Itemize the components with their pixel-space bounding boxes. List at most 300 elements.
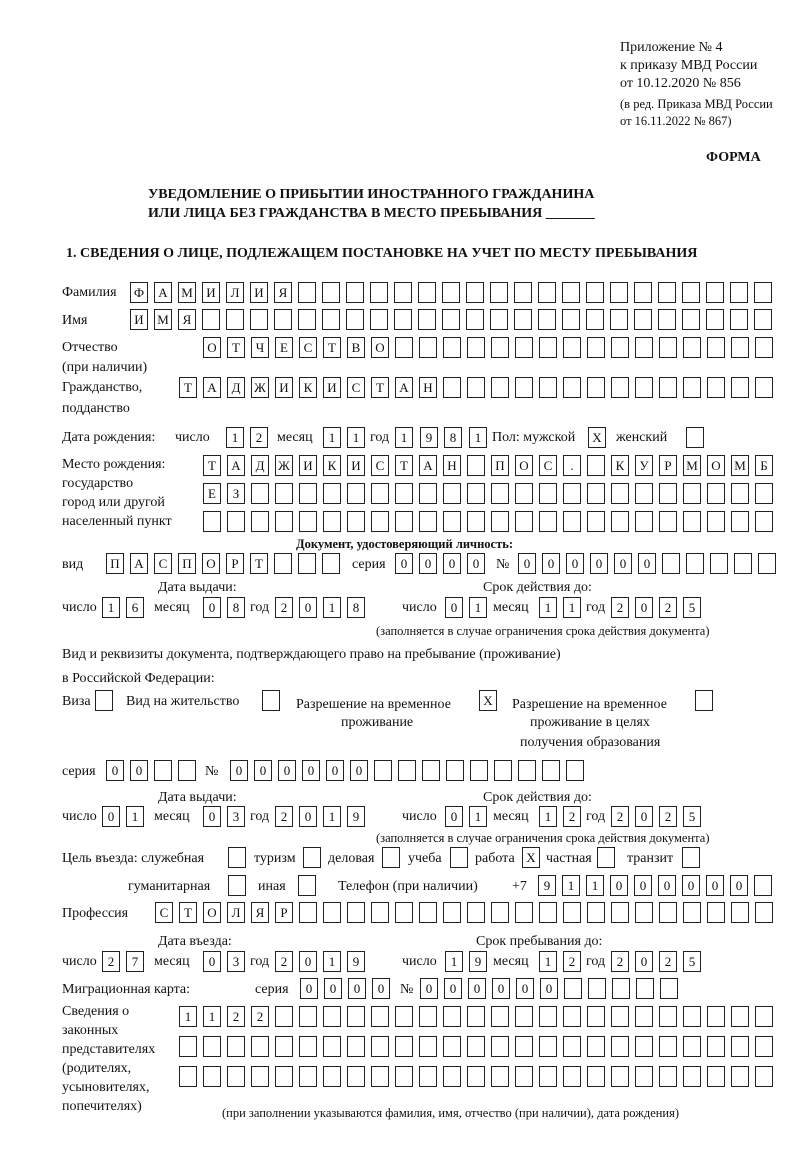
reps-line1-cell[interactable]: [611, 1006, 629, 1027]
patronymic-field-cell[interactable]: Т: [323, 337, 341, 358]
reps-line2-cell[interactable]: [179, 1036, 197, 1057]
citizenship-field-cell[interactable]: [659, 377, 677, 398]
doc-series-field-cell[interactable]: 0: [395, 553, 413, 574]
patronymic-field-cell[interactable]: [539, 337, 557, 358]
name-field-cell[interactable]: [730, 309, 748, 330]
profession-field-cell[interactable]: [539, 902, 557, 923]
purpose-business-checkbox-cell[interactable]: [382, 847, 400, 868]
birthplace-line3-cell[interactable]: [731, 511, 749, 532]
doc-issue-year-cell[interactable]: 0: [299, 597, 317, 618]
reps-line2-cell[interactable]: [587, 1036, 605, 1057]
stay-day-cell[interactable]: 1: [445, 951, 463, 972]
phone-field-cell[interactable]: 0: [682, 875, 700, 896]
doc-number-field-cell[interactable]: 0: [638, 553, 656, 574]
right-number-field-cell[interactable]: [374, 760, 392, 781]
phone-field-cell[interactable]: 0: [610, 875, 628, 896]
birthplace-line3-cell[interactable]: [755, 511, 773, 532]
migration-number-field-cell[interactable]: 0: [516, 978, 534, 999]
right-number-field-cell[interactable]: [470, 760, 488, 781]
right-issue-day-cell[interactable]: 1: [126, 806, 144, 827]
reps-line1-cell[interactable]: [347, 1006, 365, 1027]
surname-field-cell[interactable]: М: [178, 282, 196, 303]
reps-line3-cell[interactable]: [539, 1066, 557, 1087]
name-field-cell[interactable]: [658, 309, 676, 330]
reps-line1-cell[interactable]: [539, 1006, 557, 1027]
doc-kind-field-cell[interactable]: П: [106, 553, 124, 574]
patronymic-field-cell[interactable]: О: [371, 337, 389, 358]
reps-line3-cell[interactable]: [731, 1066, 749, 1087]
reps-line2-cell[interactable]: [515, 1036, 533, 1057]
birthplace-line1-cell[interactable]: Т: [395, 455, 413, 476]
name-field-cell[interactable]: [202, 309, 220, 330]
name-field-cell[interactable]: [226, 309, 244, 330]
entry-year-cell[interactable]: 0: [299, 951, 317, 972]
birthplace-line2-cell[interactable]: [587, 483, 605, 504]
right-number-field-cell[interactable]: 0: [302, 760, 320, 781]
profession-field-cell[interactable]: С: [155, 902, 173, 923]
right-issue-month-cell[interactable]: 3: [227, 806, 245, 827]
birthplace-line1-cell[interactable]: И: [347, 455, 365, 476]
stay-year-cell[interactable]: 2: [611, 951, 629, 972]
citizenship-field-cell[interactable]: Ж: [251, 377, 269, 398]
right-valid-month-cell[interactable]: 2: [563, 806, 581, 827]
migration-number-field-cell[interactable]: 0: [444, 978, 462, 999]
stay-month-cell[interactable]: 1: [539, 951, 557, 972]
right-number-field-cell[interactable]: 0: [350, 760, 368, 781]
phone-field-cell[interactable]: 0: [634, 875, 652, 896]
citizenship-field-cell[interactable]: [467, 377, 485, 398]
profession-field-cell[interactable]: [347, 902, 365, 923]
name-field-cell[interactable]: [466, 309, 484, 330]
phone-field-cell[interactable]: 0: [658, 875, 676, 896]
reps-line2-cell[interactable]: [755, 1036, 773, 1057]
birthplace-line3-cell[interactable]: [371, 511, 389, 532]
profession-field-cell[interactable]: [659, 902, 677, 923]
doc-issue-year-cell[interactable]: 8: [347, 597, 365, 618]
patronymic-field-cell[interactable]: [467, 337, 485, 358]
reps-line2-cell[interactable]: [563, 1036, 581, 1057]
right-issue-month-cell[interactable]: 0: [203, 806, 221, 827]
profession-field-cell[interactable]: [299, 902, 317, 923]
name-field-cell[interactable]: [562, 309, 580, 330]
surname-field-cell[interactable]: А: [154, 282, 172, 303]
doc-kind-field-cell[interactable]: О: [202, 553, 220, 574]
profession-field-cell[interactable]: Т: [179, 902, 197, 923]
migration-number-field-cell[interactable]: [564, 978, 582, 999]
reps-line2-cell[interactable]: [659, 1036, 677, 1057]
surname-field-cell[interactable]: [634, 282, 652, 303]
patronymic-field-cell[interactable]: [587, 337, 605, 358]
reps-line1-cell[interactable]: [515, 1006, 533, 1027]
reps-line1-cell[interactable]: [587, 1006, 605, 1027]
birthplace-line1-cell[interactable]: М: [683, 455, 701, 476]
citizenship-field-cell[interactable]: [707, 377, 725, 398]
birthplace-line3-cell[interactable]: [683, 511, 701, 532]
patronymic-field-cell[interactable]: [563, 337, 581, 358]
reps-line1-cell[interactable]: 2: [251, 1006, 269, 1027]
profession-field-cell[interactable]: [515, 902, 533, 923]
birthplace-line2-cell[interactable]: [659, 483, 677, 504]
birthplace-line2-cell[interactable]: Е: [203, 483, 221, 504]
citizenship-field-cell[interactable]: С: [347, 377, 365, 398]
right-valid-year-cell[interactable]: 2: [659, 806, 677, 827]
citizenship-field-cell[interactable]: [755, 377, 773, 398]
birthplace-line3-cell[interactable]: [563, 511, 581, 532]
name-field-cell[interactable]: [322, 309, 340, 330]
doc-number-field-cell[interactable]: 0: [518, 553, 536, 574]
patronymic-field-cell[interactable]: [611, 337, 629, 358]
birthplace-line2-cell[interactable]: [563, 483, 581, 504]
purpose-transit-checkbox-cell[interactable]: [682, 847, 700, 868]
birth-month-field-cell[interactable]: 1: [323, 427, 341, 448]
surname-field-cell[interactable]: [466, 282, 484, 303]
migration-number-field-cell[interactable]: [660, 978, 678, 999]
phone-field-cell[interactable]: 1: [586, 875, 604, 896]
sex-female-checkbox-cell[interactable]: [686, 427, 704, 448]
birthplace-line1-cell[interactable]: П: [491, 455, 509, 476]
surname-field-cell[interactable]: [370, 282, 388, 303]
birthplace-line3-cell[interactable]: [539, 511, 557, 532]
reps-line2-cell[interactable]: [707, 1036, 725, 1057]
birthplace-line2-cell[interactable]: [323, 483, 341, 504]
right-number-field-cell[interactable]: [542, 760, 560, 781]
birthplace-line3-cell[interactable]: [659, 511, 677, 532]
birthplace-line3-cell[interactable]: [635, 511, 653, 532]
doc-number-field-cell[interactable]: [734, 553, 752, 574]
patronymic-field-cell[interactable]: [683, 337, 701, 358]
name-field-cell[interactable]: [274, 309, 292, 330]
migration-number-field-cell[interactable]: [636, 978, 654, 999]
reps-line2-cell[interactable]: [251, 1036, 269, 1057]
purpose-service-checkbox-cell[interactable]: [228, 847, 246, 868]
birthplace-line3-cell[interactable]: [587, 511, 605, 532]
citizenship-field-cell[interactable]: Д: [227, 377, 245, 398]
birthplace-line3-cell[interactable]: [323, 511, 341, 532]
birthplace-line2-cell[interactable]: [443, 483, 461, 504]
birth-year-field-cell[interactable]: 1: [469, 427, 487, 448]
right-issue-year-cell[interactable]: 2: [275, 806, 293, 827]
surname-field-cell[interactable]: Я: [274, 282, 292, 303]
reps-line1-cell[interactable]: [323, 1006, 341, 1027]
reps-line3-cell[interactable]: [515, 1066, 533, 1087]
profession-field-cell[interactable]: [419, 902, 437, 923]
birthplace-line2-cell[interactable]: [395, 483, 413, 504]
birthplace-line1-cell[interactable]: К: [611, 455, 629, 476]
phone-field-cell[interactable]: 1: [562, 875, 580, 896]
doc-kind-field-cell[interactable]: [322, 553, 340, 574]
phone-field-cell[interactable]: [754, 875, 772, 896]
patronymic-field-cell[interactable]: [659, 337, 677, 358]
profession-field-cell[interactable]: Л: [227, 902, 245, 923]
right-issue-year-cell[interactable]: 1: [323, 806, 341, 827]
doc-number-field-cell[interactable]: [686, 553, 704, 574]
reps-line2-cell[interactable]: [371, 1036, 389, 1057]
name-field-cell[interactable]: [634, 309, 652, 330]
migration-series-field-cell[interactable]: 0: [300, 978, 318, 999]
name-field-cell[interactable]: [394, 309, 412, 330]
patronymic-field-cell[interactable]: [515, 337, 533, 358]
visa-checkbox-cell[interactable]: [95, 690, 113, 711]
reps-line1-cell[interactable]: [563, 1006, 581, 1027]
doc-kind-field-cell[interactable]: Т: [250, 553, 268, 574]
reps-line2-cell[interactable]: [395, 1036, 413, 1057]
citizenship-field-cell[interactable]: Н: [419, 377, 437, 398]
citizenship-field-cell[interactable]: [563, 377, 581, 398]
name-field-cell[interactable]: [250, 309, 268, 330]
doc-valid-month-cell[interactable]: 1: [539, 597, 557, 618]
birth-year-field-cell[interactable]: 9: [420, 427, 438, 448]
profession-field-cell[interactable]: [755, 902, 773, 923]
citizenship-field-cell[interactable]: [587, 377, 605, 398]
birthplace-line2-cell[interactable]: [539, 483, 557, 504]
right-number-field-cell[interactable]: 0: [254, 760, 272, 781]
birthplace-line3-cell[interactable]: [707, 511, 725, 532]
right-valid-year-cell[interactable]: 5: [683, 806, 701, 827]
doc-issue-month-cell[interactable]: 0: [203, 597, 221, 618]
name-field-cell[interactable]: [586, 309, 604, 330]
reps-line1-cell[interactable]: [659, 1006, 677, 1027]
surname-field-cell[interactable]: [610, 282, 628, 303]
name-field-cell[interactable]: [490, 309, 508, 330]
reps-line1-cell[interactable]: 1: [203, 1006, 221, 1027]
name-field-cell[interactable]: [538, 309, 556, 330]
reps-line2-cell[interactable]: [731, 1036, 749, 1057]
purpose-tourism-checkbox-cell[interactable]: [303, 847, 321, 868]
patronymic-field-cell[interactable]: [731, 337, 749, 358]
reps-line2-cell[interactable]: [347, 1036, 365, 1057]
reps-line1-cell[interactable]: [419, 1006, 437, 1027]
birthplace-line3-cell[interactable]: [395, 511, 413, 532]
patronymic-field-cell[interactable]: [419, 337, 437, 358]
doc-number-field-cell[interactable]: [710, 553, 728, 574]
doc-number-field-cell[interactable]: 0: [566, 553, 584, 574]
profession-field-cell[interactable]: [323, 902, 341, 923]
reps-line1-cell[interactable]: [755, 1006, 773, 1027]
reps-line1-cell[interactable]: [467, 1006, 485, 1027]
right-issue-day-cell[interactable]: 0: [102, 806, 120, 827]
reps-line1-cell[interactable]: [371, 1006, 389, 1027]
birthplace-line3-cell[interactable]: [251, 511, 269, 532]
doc-kind-field-cell[interactable]: А: [130, 553, 148, 574]
name-field-cell[interactable]: [298, 309, 316, 330]
stay-month-cell[interactable]: 2: [563, 951, 581, 972]
name-field-cell[interactable]: [754, 309, 772, 330]
surname-field-cell[interactable]: [586, 282, 604, 303]
doc-issue-day-cell[interactable]: 1: [102, 597, 120, 618]
reps-line3-cell[interactable]: [707, 1066, 725, 1087]
profession-field-cell[interactable]: [731, 902, 749, 923]
reps-line1-cell[interactable]: [395, 1006, 413, 1027]
reps-line3-cell[interactable]: [179, 1066, 197, 1087]
surname-field-cell[interactable]: [706, 282, 724, 303]
reps-line3-cell[interactable]: [323, 1066, 341, 1087]
birthplace-line1-cell[interactable]: К: [323, 455, 341, 476]
surname-field-cell[interactable]: И: [202, 282, 220, 303]
birthplace-line1-cell[interactable]: Д: [251, 455, 269, 476]
profession-field-cell[interactable]: [683, 902, 701, 923]
reps-line2-cell[interactable]: [443, 1036, 461, 1057]
reps-line3-cell[interactable]: [275, 1066, 293, 1087]
birthplace-line2-cell[interactable]: [347, 483, 365, 504]
migration-number-field-cell[interactable]: 0: [468, 978, 486, 999]
doc-valid-year-cell[interactable]: 2: [611, 597, 629, 618]
birthplace-line2-cell[interactable]: [611, 483, 629, 504]
reps-line1-cell[interactable]: [683, 1006, 701, 1027]
reps-line1-cell[interactable]: [275, 1006, 293, 1027]
reps-line2-cell[interactable]: [227, 1036, 245, 1057]
reps-line3-cell[interactable]: [443, 1066, 461, 1087]
reps-line2-cell[interactable]: [539, 1036, 557, 1057]
birthplace-line1-cell[interactable]: .: [563, 455, 581, 476]
birthplace-line3-cell[interactable]: [611, 511, 629, 532]
profession-field-cell[interactable]: Р: [275, 902, 293, 923]
birth-day-field-cell[interactable]: 2: [250, 427, 268, 448]
birthplace-line1-cell[interactable]: Б: [755, 455, 773, 476]
doc-number-field-cell[interactable]: 0: [614, 553, 632, 574]
reps-line2-cell[interactable]: [203, 1036, 221, 1057]
doc-issue-day-cell[interactable]: 6: [126, 597, 144, 618]
entry-year-cell[interactable]: 2: [275, 951, 293, 972]
doc-valid-day-cell[interactable]: 0: [445, 597, 463, 618]
phone-field-cell[interactable]: 0: [730, 875, 748, 896]
reps-line1-cell[interactable]: [299, 1006, 317, 1027]
surname-field-cell[interactable]: [298, 282, 316, 303]
birthplace-line2-cell[interactable]: [707, 483, 725, 504]
doc-valid-day-cell[interactable]: 1: [469, 597, 487, 618]
purpose-study-checkbox-cell[interactable]: [450, 847, 468, 868]
patronymic-field-cell[interactable]: [443, 337, 461, 358]
citizenship-field-cell[interactable]: И: [323, 377, 341, 398]
birthplace-line3-cell[interactable]: [299, 511, 317, 532]
birth-month-field-cell[interactable]: 1: [347, 427, 365, 448]
right-series-field-cell[interactable]: [178, 760, 196, 781]
profession-field-cell[interactable]: [635, 902, 653, 923]
profession-field-cell[interactable]: [707, 902, 725, 923]
reps-line3-cell[interactable]: [683, 1066, 701, 1087]
reps-line1-cell[interactable]: [491, 1006, 509, 1027]
reps-line3-cell[interactable]: [227, 1066, 245, 1087]
reps-line3-cell[interactable]: [251, 1066, 269, 1087]
reps-line2-cell[interactable]: [467, 1036, 485, 1057]
doc-series-field-cell[interactable]: 0: [467, 553, 485, 574]
surname-field-cell[interactable]: [682, 282, 700, 303]
reps-line2-cell[interactable]: [323, 1036, 341, 1057]
surname-field-cell[interactable]: [418, 282, 436, 303]
birthplace-line1-cell[interactable]: И: [299, 455, 317, 476]
birthplace-line2-cell[interactable]: [275, 483, 293, 504]
reps-line3-cell[interactable]: [347, 1066, 365, 1087]
name-field-cell[interactable]: [442, 309, 460, 330]
birthplace-line2-cell[interactable]: [251, 483, 269, 504]
migration-number-field-cell[interactable]: [588, 978, 606, 999]
birthplace-line3-cell[interactable]: [203, 511, 221, 532]
birthplace-line2-cell[interactable]: [635, 483, 653, 504]
reps-line1-cell[interactable]: [731, 1006, 749, 1027]
birthplace-line2-cell[interactable]: [371, 483, 389, 504]
doc-series-field-cell[interactable]: 0: [443, 553, 461, 574]
trpe-checkbox-cell[interactable]: [695, 690, 713, 711]
citizenship-field-cell[interactable]: И: [275, 377, 293, 398]
residence-checkbox-cell[interactable]: [262, 690, 280, 711]
phone-field-cell[interactable]: 0: [706, 875, 724, 896]
birthplace-line1-cell[interactable]: [587, 455, 605, 476]
name-field-cell[interactable]: [706, 309, 724, 330]
citizenship-field-cell[interactable]: [683, 377, 701, 398]
doc-issue-month-cell[interactable]: 8: [227, 597, 245, 618]
citizenship-field-cell[interactable]: [443, 377, 461, 398]
profession-field-cell[interactable]: [443, 902, 461, 923]
entry-year-cell[interactable]: 1: [323, 951, 341, 972]
profession-field-cell[interactable]: [611, 902, 629, 923]
surname-field-cell[interactable]: И: [250, 282, 268, 303]
right-number-field-cell[interactable]: [494, 760, 512, 781]
reps-line2-cell[interactable]: [299, 1036, 317, 1057]
birthplace-line2-cell[interactable]: [683, 483, 701, 504]
birthplace-line1-cell[interactable]: Т: [203, 455, 221, 476]
right-valid-year-cell[interactable]: 0: [635, 806, 653, 827]
reps-line1-cell[interactable]: [635, 1006, 653, 1027]
reps-line1-cell[interactable]: 2: [227, 1006, 245, 1027]
birthplace-line1-cell[interactable]: А: [419, 455, 437, 476]
birthplace-line3-cell[interactable]: [419, 511, 437, 532]
patronymic-field-cell[interactable]: С: [299, 337, 317, 358]
patronymic-field-cell[interactable]: [491, 337, 509, 358]
birthplace-line2-cell[interactable]: [467, 483, 485, 504]
citizenship-field-cell[interactable]: К: [299, 377, 317, 398]
birthplace-line1-cell[interactable]: [467, 455, 485, 476]
surname-field-cell[interactable]: [490, 282, 508, 303]
right-valid-day-cell[interactable]: 1: [469, 806, 487, 827]
birthplace-line2-cell[interactable]: [299, 483, 317, 504]
birthplace-line2-cell[interactable]: [491, 483, 509, 504]
patronymic-field-cell[interactable]: [395, 337, 413, 358]
surname-field-cell[interactable]: [538, 282, 556, 303]
profession-field-cell[interactable]: [371, 902, 389, 923]
doc-series-field-cell[interactable]: 0: [419, 553, 437, 574]
birthplace-line1-cell[interactable]: У: [635, 455, 653, 476]
reps-line3-cell[interactable]: [203, 1066, 221, 1087]
birthplace-line1-cell[interactable]: Ж: [275, 455, 293, 476]
birthplace-line3-cell[interactable]: [275, 511, 293, 532]
right-number-field-cell[interactable]: 0: [230, 760, 248, 781]
profession-field-cell[interactable]: О: [203, 902, 221, 923]
citizenship-field-cell[interactable]: [515, 377, 533, 398]
entry-year-cell[interactable]: 9: [347, 951, 365, 972]
migration-number-field-cell[interactable]: 0: [540, 978, 558, 999]
doc-kind-field-cell[interactable]: [298, 553, 316, 574]
right-series-field-cell[interactable]: [154, 760, 172, 781]
reps-line3-cell[interactable]: [419, 1066, 437, 1087]
right-issue-year-cell[interactable]: 0: [299, 806, 317, 827]
reps-line2-cell[interactable]: [491, 1036, 509, 1057]
patronymic-field-cell[interactable]: В: [347, 337, 365, 358]
reps-line3-cell[interactable]: [659, 1066, 677, 1087]
birthplace-line3-cell[interactable]: [491, 511, 509, 532]
birthplace-line2-cell[interactable]: [731, 483, 749, 504]
profession-field-cell[interactable]: [467, 902, 485, 923]
birthplace-line3-cell[interactable]: [515, 511, 533, 532]
right-series-field-cell[interactable]: 0: [130, 760, 148, 781]
birth-day-field-cell[interactable]: 1: [226, 427, 244, 448]
reps-line3-cell[interactable]: [395, 1066, 413, 1087]
patronymic-field-cell[interactable]: [635, 337, 653, 358]
profession-field-cell[interactable]: Я: [251, 902, 269, 923]
right-number-field-cell[interactable]: [518, 760, 536, 781]
patronymic-field-cell[interactable]: Ч: [251, 337, 269, 358]
purpose-private-checkbox-cell[interactable]: [597, 847, 615, 868]
right-number-field-cell[interactable]: [422, 760, 440, 781]
citizenship-field-cell[interactable]: [491, 377, 509, 398]
